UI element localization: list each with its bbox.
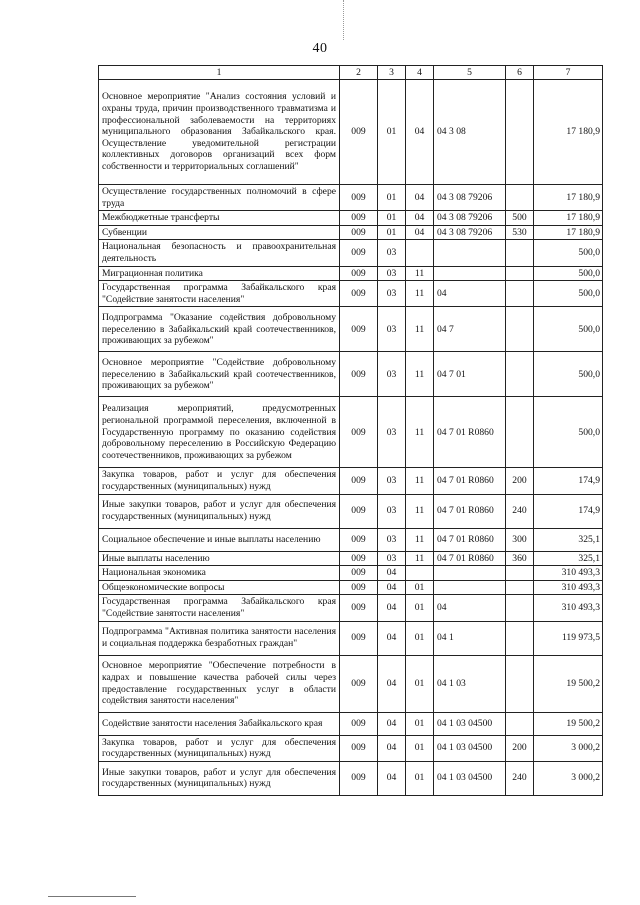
cell-expense-type [506, 397, 534, 468]
cell-target-article: 04 [434, 281, 506, 307]
column-header-section: 3 [378, 66, 406, 80]
cell-name: Подпрограмма "Оказание содействия добровольному переселению в Забайкальский край соотечественников, проживающих за рубежом" [99, 307, 340, 352]
column-header-name: 1 [99, 66, 340, 80]
cell-target-article: 04 7 01 R0860 [434, 397, 506, 468]
cell-amount: 500,0 [534, 307, 603, 352]
table-row [99, 621, 603, 655]
cell-amount: 310 493,3 [534, 580, 603, 595]
cell-section: 01 [378, 225, 406, 240]
cell-subsection: 01 [406, 712, 434, 735]
cell-subsection: 01 [406, 761, 434, 795]
cell-expense-type [506, 307, 534, 352]
header-row [99, 66, 603, 80]
column-header-subsection: 4 [406, 66, 434, 80]
cell-name: Межбюджетные трансферты [99, 211, 340, 226]
table-row [99, 551, 603, 566]
cell-amount: 17 180,9 [534, 211, 603, 226]
cell-name: Государственная программа Забайкальского края "Содействие занятости населения" [99, 595, 340, 621]
cell-target-article: 04 7 01 R0860 [434, 468, 506, 494]
cell-expense-type [506, 281, 534, 307]
cell-expense-type [506, 595, 534, 621]
cell-amount: 500,0 [534, 397, 603, 468]
column-header-amount: 7 [534, 66, 603, 80]
page-number: 40 [312, 41, 328, 56]
cell-subsection [406, 240, 434, 266]
cell-section: 03 [378, 397, 406, 468]
cell-target-article [434, 266, 506, 281]
cell-amount: 325,1 [534, 528, 603, 551]
cell-target-article: 04 1 03 04500 [434, 761, 506, 795]
cell-name: Иные закупки товаров, работ и услуг для обеспечения государственных (муниципальных) нужд [99, 494, 340, 528]
cell-name: Закупка товаров, работ и услуг для обеспечения государственных (муниципальных) нужд [99, 468, 340, 494]
cell-ministry: 009 [340, 595, 378, 621]
cell-amount: 500,0 [534, 281, 603, 307]
cell-section: 03 [378, 307, 406, 352]
cell-target-article [434, 566, 506, 581]
cell-subsection: 04 [406, 80, 434, 185]
cell-expense-type [506, 185, 534, 211]
cell-ministry: 009 [340, 566, 378, 581]
cell-section: 03 [378, 352, 406, 397]
cell-target-article: 04 7 01 R0860 [434, 528, 506, 551]
cell-section: 01 [378, 211, 406, 226]
cell-section: 04 [378, 712, 406, 735]
cell-subsection: 11 [406, 494, 434, 528]
cell-section: 01 [378, 185, 406, 211]
cell-target-article: 04 7 01 R0860 [434, 551, 506, 566]
cell-ministry: 009 [340, 352, 378, 397]
table-row [99, 211, 603, 226]
cell-amount: 119 973,5 [534, 621, 603, 655]
cell-expense-type [506, 621, 534, 655]
cell-ministry: 009 [340, 240, 378, 266]
table-row [99, 352, 603, 397]
cell-subsection: 11 [406, 307, 434, 352]
cell-target-article: 04 7 01 R0860 [434, 494, 506, 528]
cell-ministry: 009 [340, 281, 378, 307]
cell-name: Основное мероприятие "Содействие добровольному переселению в Забайкальский край соотечественников, проживающих за рубежом" [99, 352, 340, 397]
cell-name: Национальная экономика [99, 566, 340, 581]
cell-amount: 3 000,2 [534, 761, 603, 795]
column-header-target-article: 5 [434, 66, 506, 80]
cell-expense-type: 500 [506, 211, 534, 226]
cell-amount: 500,0 [534, 352, 603, 397]
cell-subsection: 04 [406, 185, 434, 211]
cell-expense-type [506, 580, 534, 595]
cell-target-article [434, 240, 506, 266]
cell-subsection: 11 [406, 468, 434, 494]
cell-name: Социальное обеспечение и иные выплаты населению [99, 528, 340, 551]
cell-target-article: 04 7 01 [434, 352, 506, 397]
cell-target-article: 04 3 08 79206 [434, 211, 506, 226]
budget-table [98, 65, 603, 796]
table-body [99, 80, 603, 796]
cell-subsection: 01 [406, 595, 434, 621]
cell-expense-type [506, 712, 534, 735]
cell-target-article: 04 3 08 79206 [434, 225, 506, 240]
cell-target-article: 04 7 [434, 307, 506, 352]
cell-amount: 325,1 [534, 551, 603, 566]
cell-target-article: 04 1 [434, 621, 506, 655]
cell-amount: 174,9 [534, 468, 603, 494]
cell-expense-type [506, 266, 534, 281]
binding-mark [343, 0, 344, 40]
cell-amount: 310 493,3 [534, 566, 603, 581]
cell-subsection: 04 [406, 211, 434, 226]
cell-amount: 3 000,2 [534, 735, 603, 761]
cell-subsection: 11 [406, 528, 434, 551]
cell-ministry: 009 [340, 712, 378, 735]
cell-section: 03 [378, 468, 406, 494]
cell-subsection: 11 [406, 397, 434, 468]
cell-expense-type: 240 [506, 761, 534, 795]
cell-ministry: 009 [340, 185, 378, 211]
cell-name: Закупка товаров, работ и услуг для обеспечения государственных (муниципальных) нужд [99, 735, 340, 761]
cell-amount: 19 500,2 [534, 712, 603, 735]
table-row [99, 307, 603, 352]
cell-name: Реализация мероприятий, предусмотренных региональной программой переселения, включенной в Государственную программу по оказанию содействия добровольному переселению в Российскую Федерацию соотечественников, проживающих за рубежом [99, 397, 340, 468]
cell-ministry: 009 [340, 655, 378, 712]
cell-ministry: 009 [340, 621, 378, 655]
cell-target-article [434, 580, 506, 595]
table-row [99, 266, 603, 281]
column-header-ministry: 2 [340, 66, 378, 80]
cell-section: 03 [378, 494, 406, 528]
cell-target-article: 04 1 03 04500 [434, 735, 506, 761]
cell-ministry: 009 [340, 528, 378, 551]
cell-expense-type [506, 352, 534, 397]
table-row [99, 468, 603, 494]
cell-subsection: 01 [406, 735, 434, 761]
table-row [99, 712, 603, 735]
cell-subsection: 11 [406, 551, 434, 566]
table-row [99, 185, 603, 211]
cell-section: 03 [378, 551, 406, 566]
table-row [99, 580, 603, 595]
cell-section: 03 [378, 281, 406, 307]
cell-subsection: 04 [406, 225, 434, 240]
cell-expense-type: 240 [506, 494, 534, 528]
cell-subsection: 01 [406, 655, 434, 712]
cell-amount: 19 500,2 [534, 655, 603, 712]
cell-subsection [406, 566, 434, 581]
table-row [99, 494, 603, 528]
cell-ministry: 009 [340, 266, 378, 281]
table-row [99, 281, 603, 307]
cell-amount: 174,9 [534, 494, 603, 528]
cell-expense-type [506, 566, 534, 581]
table-row [99, 595, 603, 621]
cell-target-article: 04 [434, 595, 506, 621]
cell-section: 04 [378, 621, 406, 655]
table-row [99, 566, 603, 581]
cell-name: Миграционная политика [99, 266, 340, 281]
table-row [99, 225, 603, 240]
cell-ministry: 009 [340, 494, 378, 528]
cell-amount: 310 493,3 [534, 595, 603, 621]
cell-expense-type [506, 80, 534, 185]
cell-name: Иные закупки товаров, работ и услуг для обеспечения государственных (муниципальных) нужд [99, 761, 340, 795]
cell-expense-type: 530 [506, 225, 534, 240]
cell-section: 04 [378, 761, 406, 795]
cell-name: Иные выплаты населению [99, 551, 340, 566]
cell-subsection: 01 [406, 580, 434, 595]
cell-name: Основное мероприятие "Анализ состояния условий и охраны труда, причин производственного травматизма и профессиональной заболеваемости на территориях муниципального образования Забайкальского края. Осуществление уведомительной регистрации коллективных договоров организаций всех форм собственности и территориальных соглашений" [99, 80, 340, 185]
cell-amount: 17 180,9 [534, 80, 603, 185]
table-row [99, 735, 603, 761]
cell-name: Подпрограмма "Активная политика занятости населения и социальная поддержка безработных граждан" [99, 621, 340, 655]
cell-amount: 17 180,9 [534, 185, 603, 211]
cell-target-article: 04 1 03 04500 [434, 712, 506, 735]
cell-name: Национальная безопасность и правоохранительная деятельность [99, 240, 340, 266]
cell-amount: 500,0 [534, 240, 603, 266]
cell-expense-type: 200 [506, 735, 534, 761]
cell-section: 04 [378, 580, 406, 595]
cell-target-article: 04 3 08 79206 [434, 185, 506, 211]
footer-rule [48, 896, 136, 897]
cell-name: Общеэкономические вопросы [99, 580, 340, 595]
cell-subsection: 11 [406, 266, 434, 281]
cell-ministry: 009 [340, 397, 378, 468]
cell-target-article: 04 1 03 [434, 655, 506, 712]
cell-ministry: 009 [340, 468, 378, 494]
cell-name: Осуществление государственных полномочий в сфере труда [99, 185, 340, 211]
cell-ministry: 009 [340, 735, 378, 761]
cell-section: 03 [378, 266, 406, 281]
table-row [99, 528, 603, 551]
table-row [99, 80, 603, 185]
cell-ministry: 009 [340, 211, 378, 226]
cell-section: 04 [378, 735, 406, 761]
cell-expense-type: 200 [506, 468, 534, 494]
column-header-expense-type: 6 [506, 66, 534, 80]
table-row [99, 240, 603, 266]
cell-expense-type: 300 [506, 528, 534, 551]
table-row [99, 761, 603, 795]
cell-name: Субвенции [99, 225, 340, 240]
cell-subsection: 01 [406, 621, 434, 655]
cell-amount: 17 180,9 [534, 225, 603, 240]
cell-name: Основное мероприятие "Обеспечение потребности в кадрах и повышение качества рабочей силы через предоставление государственных услуг в области содействия занятости населения" [99, 655, 340, 712]
cell-section: 01 [378, 80, 406, 185]
cell-ministry: 009 [340, 225, 378, 240]
cell-section: 03 [378, 528, 406, 551]
cell-section: 03 [378, 240, 406, 266]
cell-ministry: 009 [340, 551, 378, 566]
cell-subsection: 11 [406, 352, 434, 397]
cell-ministry: 009 [340, 80, 378, 185]
cell-ministry: 009 [340, 580, 378, 595]
cell-name: Содействие занятости населения Забайкальского края [99, 712, 340, 735]
cell-section: 04 [378, 595, 406, 621]
cell-subsection: 11 [406, 281, 434, 307]
table-row [99, 655, 603, 712]
cell-ministry: 009 [340, 761, 378, 795]
table-row [99, 397, 603, 468]
cell-section: 04 [378, 655, 406, 712]
cell-expense-type [506, 655, 534, 712]
cell-expense-type [506, 240, 534, 266]
cell-amount: 500,0 [534, 266, 603, 281]
cell-name: Государственная программа Забайкальского края "Содействие занятости населения" [99, 281, 340, 307]
cell-section: 04 [378, 566, 406, 581]
cell-expense-type: 360 [506, 551, 534, 566]
cell-target-article: 04 3 08 [434, 80, 506, 185]
cell-ministry: 009 [340, 307, 378, 352]
